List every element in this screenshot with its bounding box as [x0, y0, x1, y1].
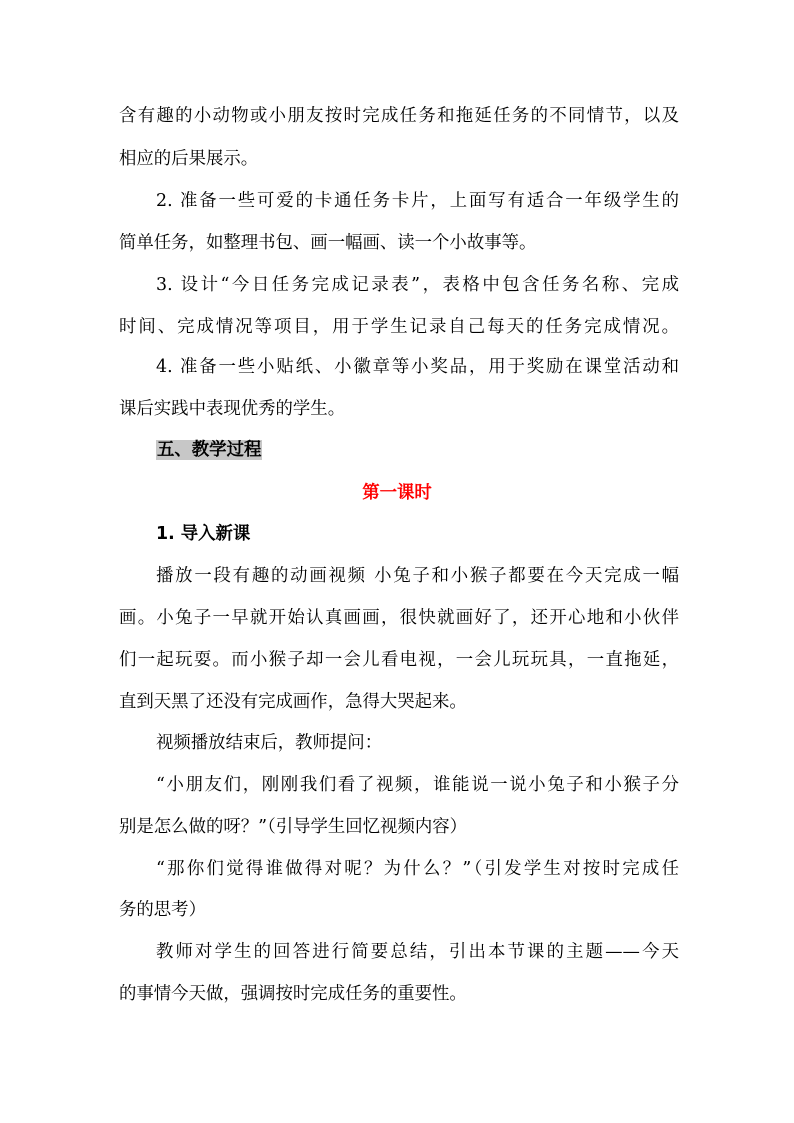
paragraph-line: 简单任务，如整理书包、画一幅画、读一个小故事等。	[119, 233, 537, 253]
paragraph-line: 课后实践中表现优秀的学生。	[119, 399, 346, 419]
lesson-title: 第一课时	[362, 483, 432, 503]
paragraph-line: 的事情今天做，强调按时完成任务的重要性。	[119, 984, 467, 1004]
paragraph-line: 务的思考）	[119, 900, 206, 920]
paragraph-line: 含有趣的小动物或小朋友按时完成任务和拖延任务的不同情节，以及	[119, 106, 679, 126]
paragraph-line: 2. 准备一些可爱的卡通任务卡片，上面写有适合一年级学生的	[156, 191, 679, 211]
subheading: 1. 导入新课	[156, 524, 251, 544]
paragraph-line: “小朋友们，刚刚我们看了视频，谁能说一说小兔子和小猴子分	[156, 775, 679, 795]
paragraph-line: 视频播放结束后，教师提问：	[156, 733, 383, 753]
paragraph-line: 3. 设计“今日任务完成记录表”，表格中包含任务名称、完成	[156, 275, 679, 295]
paragraph-line: 别是怎么做的呀？”（引导学生回忆视频内容）	[119, 817, 468, 837]
paragraph-line: 播放一段有趣的动画视频 小兔子和小猴子都要在今天完成一幅	[156, 566, 679, 586]
paragraph-line: 直到天黑了还没有完成画作，急得大哭起来。	[119, 692, 467, 712]
paragraph-line: 时间、完成情况等项目，用于学生记录自己每天的任务完成情况。	[119, 317, 679, 337]
paragraph-line: 教师对学生的回答进行简要总结，引出本节课的主题——今天	[156, 942, 679, 962]
paragraph-line: “那你们觉得谁做得对呢？为什么？”（引发学生对按时完成任	[156, 859, 679, 879]
paragraph-line: 们一起玩耍。而小猴子却一会儿看电视，一会儿玩玩具，一直拖延，	[119, 650, 679, 670]
section-heading-text: 五、教学过程	[157, 440, 262, 460]
section-heading	[156, 438, 262, 462]
paragraph-line: 相应的后果展示。	[119, 149, 259, 169]
paragraph-line: 4. 准备一些小贴纸、小徽章等小奖品，用于奖励在课堂活动和	[156, 357, 679, 377]
paragraph-line: 画。小兔子一早就开始认真画画，很快就画好了，还开心地和小伙伴	[119, 608, 679, 628]
